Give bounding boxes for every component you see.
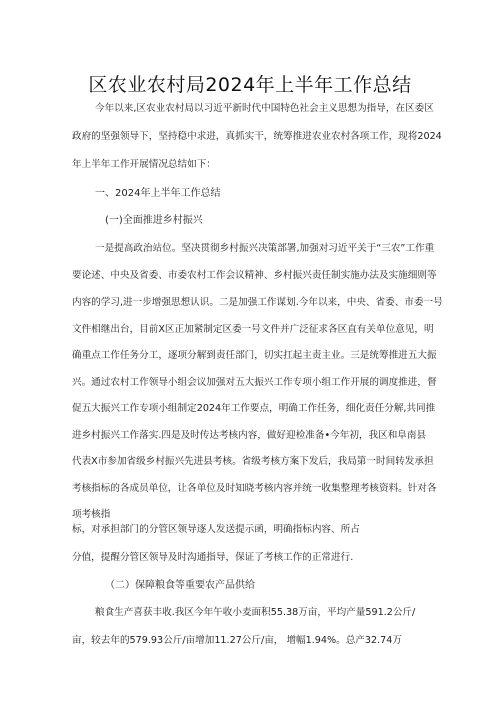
paragraph-line: 标，对承担部门的分管区领导逐人发送提示函，明确指标内容、所占 [72,524,360,535]
paragraph-line: 进乡村振兴工作落实.四是及时传达考核内容，做好迎检准备•今年初，我区和阜南县 [72,430,427,441]
paragraph-line: 促五大振兴工作专项小组制定2024年工作要点，明确工作任务，细化责任分解,共同推 [72,403,436,414]
paragraph-line: 要论述、中央及省委、市委农村工作会议精神、乡村振兴责任制实施办法及实施细则等 [72,270,437,281]
paragraph-line: 年上半年工作开展情况总结如下： [72,159,216,170]
paragraph-line: 代表X市参加省级乡村振兴先进县考核。省级考核方案下发后，我局第一时间转发承担 [72,456,434,467]
paragraph-line: 考核指标的各成员单位，让各单位及时知晓考核内容并统一收集整理考核资料。针对各 [72,483,437,494]
section-heading: 一、2024年上半年工作总结 [95,188,221,199]
paragraph-line: 文件相继出台，目前X区正加紧制定区委一号文件并广泛征求各区直有关单位意见，明 [72,324,434,335]
paragraph-line: 一是提高政治站位。坚决贯彻乡村振兴决策部署,加强对习近平关于“三农”工作重 [95,243,435,254]
paragraph-line: 分值，提醒分管区领导及时沟通指导，保证了考核工作的正常进行. [72,552,354,563]
document-title: 区农业农村局2024年上半年工作总结 [88,74,412,96]
paragraph-line: 确重点工作任务分工，逐项分解到责任部门，切实扛起主责主业。三是统筹推进五大振 [72,350,437,361]
subsection-heading: （二）保障粮食等重要农产品供给 [105,580,255,591]
paragraph-line: 项考核指 [72,509,111,520]
paragraph-line: 内容的学习,进一步增强思想认识。二是加强工作谋划.今年以来，中央、省委、市委一号 [72,297,443,308]
subsection-heading: (一)全面推进乡村振兴 [105,215,203,226]
paragraph-line: 亩，较去年的579.93公斤/亩增加11.27公斤/亩， 增幅1.94%。总产32.74万 [72,635,402,646]
paragraph-line: 政府的坚强领导下，坚持稳中求进，真抓实干，统筹推进农业农村各项工作，现将2024 [72,131,442,142]
paragraph-line: 兴。通过农村工作领导小组会议加强对五大振兴工作专项小组工作开展的调度推进，督 [72,377,437,388]
paragraph-line: 粮食生产喜获丰收.我区今年午收小麦面积55.38万亩，平均产量591.2公斤/ [95,607,416,618]
paragraph-line: 今年以来,区农业农村局以习近平新时代中国特色社会主义思想为指导，在区委区 [95,103,434,114]
